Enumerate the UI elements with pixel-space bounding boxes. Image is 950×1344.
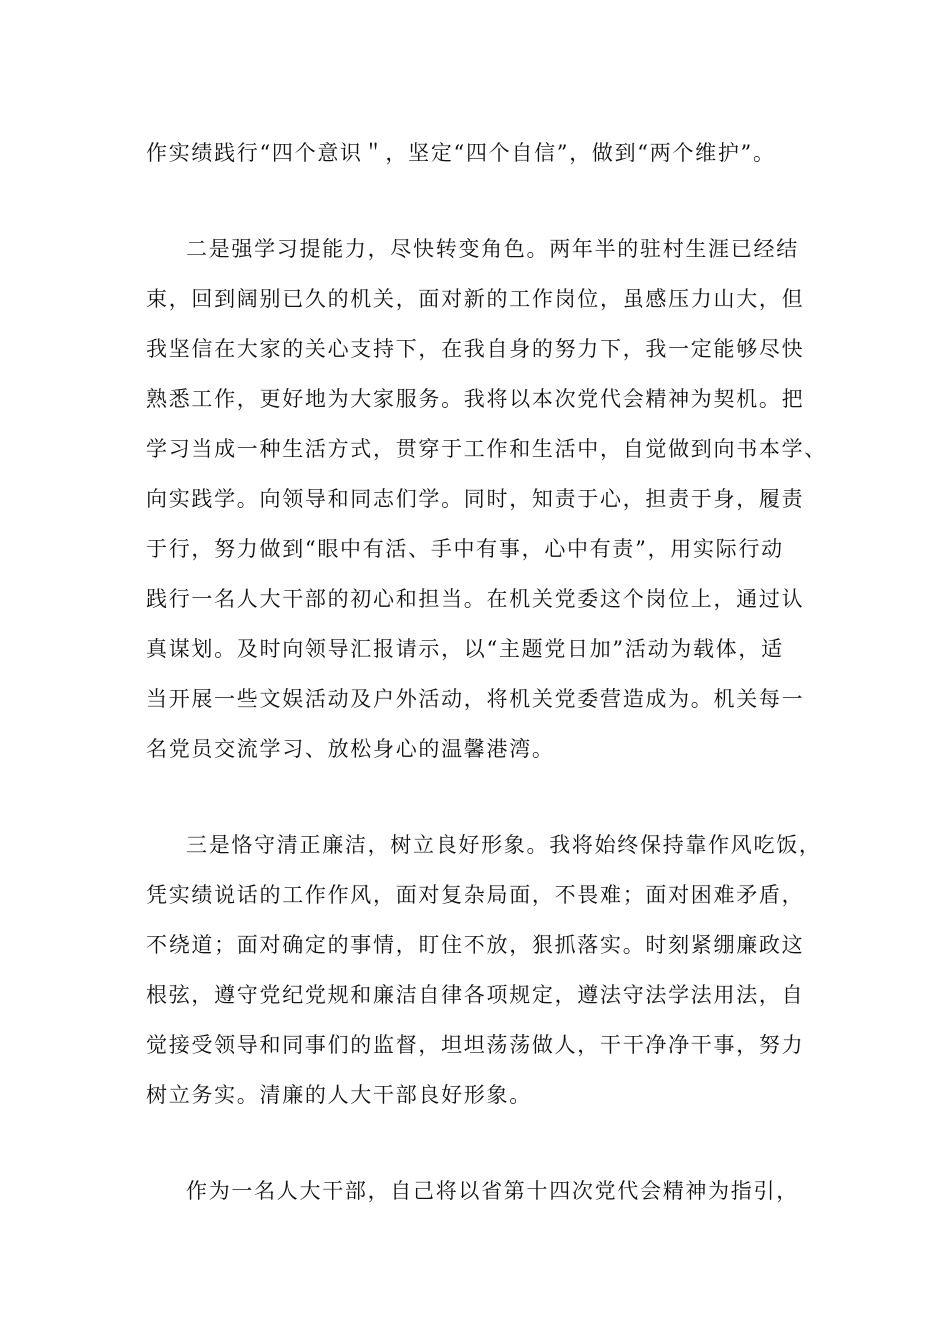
paragraph-2-line-5: 学习当成一种生活方式，贯穿于工作和生活中，自觉做到向书本学、: [146, 437, 827, 461]
paragraph-2-line-6: 向实践学。向领导和同志们学。同时，知责于心，担责于身，履责: [146, 487, 805, 511]
paragraph-2-line-10: 当开展一些文娱活动及户外活动，将机关党委营造成为。机关每一: [146, 687, 805, 711]
paragraph-2-line-3: 我坚信在大家的关心支持下，在我自身的努力下，我一定能够尽快: [146, 337, 805, 361]
paragraph-3-line-5: 觉接受领导和同事们的监督，坦坦荡荡做人，干干净净干事，努力: [146, 1033, 805, 1057]
paragraph-3-line-3: 不绕道；面对确定的事情，盯住不放，狠抓落实。时刻紧绷廉政这: [146, 933, 805, 957]
paragraph-2-line-9: 真谋划。及时向领导汇报请示，以“主题党日加”活动为载体，适: [146, 637, 784, 661]
paragraph-2-line-7: 于行，努力做到“眼中有活、手中有事，心中有责”，用实际行动: [146, 537, 784, 561]
paragraph-3-line-1: 三是恪守清正廉洁，树立良好形象。我将始终保持靠作风吃饭，: [186, 833, 822, 857]
paragraph-3-line-4: 根弦，遵守党纪党规和廉洁自律各项规定，遵法守法学法用法，自: [146, 983, 805, 1007]
paragraph-2-line-4: 熟悉工作，更好地为大家服务。我将以本次党代会精神为契机。把: [146, 387, 805, 411]
paragraph-4-line-1: 作为一名人大干部，自己将以省第十四次党代会精神为指引，: [186, 1179, 799, 1203]
paragraph-2-line-2: 束，回到阔别已久的机关，面对新的工作岗位，虽感压力山大，但: [146, 287, 805, 311]
paragraph-2-line-8: 践行一名人大干部的初心和担当。在机关党委这个岗位上，通过认: [146, 587, 805, 611]
paragraph-2-line-11: 名党员交流学习、放松身心的温馨港湾。: [146, 737, 555, 761]
paragraph-2-line-1: 二是强学习提能力，尽快转变角色。两年半的驻村生涯已经结: [186, 237, 799, 261]
paragraph-1-line-1: 作实绩践行“四个意识＂，坚定“四个自信”，做到“两个维护”。: [146, 141, 776, 165]
paragraph-3-line-2: 凭实绩说话的工作作风，面对复杂局面，不畏难；面对困难矛盾，: [146, 883, 805, 907]
paragraph-3-line-6: 树立务实。清廉的人大干部良好形象。: [146, 1083, 532, 1107]
